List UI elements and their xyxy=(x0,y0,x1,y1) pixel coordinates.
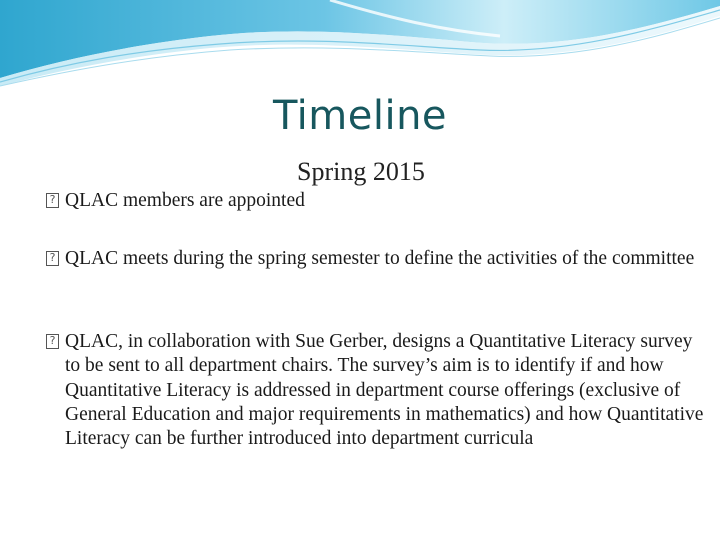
bullet-text: QLAC meets during the spring semester to define the activities of the committee xyxy=(65,248,695,269)
missing-glyph-icon: ? xyxy=(46,251,59,266)
bullet-item xyxy=(46,330,705,451)
bullet-item xyxy=(46,247,705,271)
missing-glyph-icon: ? xyxy=(46,193,59,208)
bullet-text: QLAC members are appointed xyxy=(65,190,305,211)
slide-title: Timeline xyxy=(272,93,448,139)
missing-glyph-icon: ? xyxy=(46,334,59,349)
slide-subtitle: Spring 2015 xyxy=(297,157,425,186)
bullet-text: QLAC, in collaboration with Sue Gerber, designs a Quantitative Literacy survey to be sent to all department chairs. The survey’s aim is to identify if and how Quantitative Literacy is addressed in department course offerings (exclusive of General Education and major requirements in mathematics) and how Quantitative Literacy can be further introduced into department curricula xyxy=(65,331,704,450)
header-wave-decoration xyxy=(0,0,720,90)
bullet-item xyxy=(46,189,705,213)
